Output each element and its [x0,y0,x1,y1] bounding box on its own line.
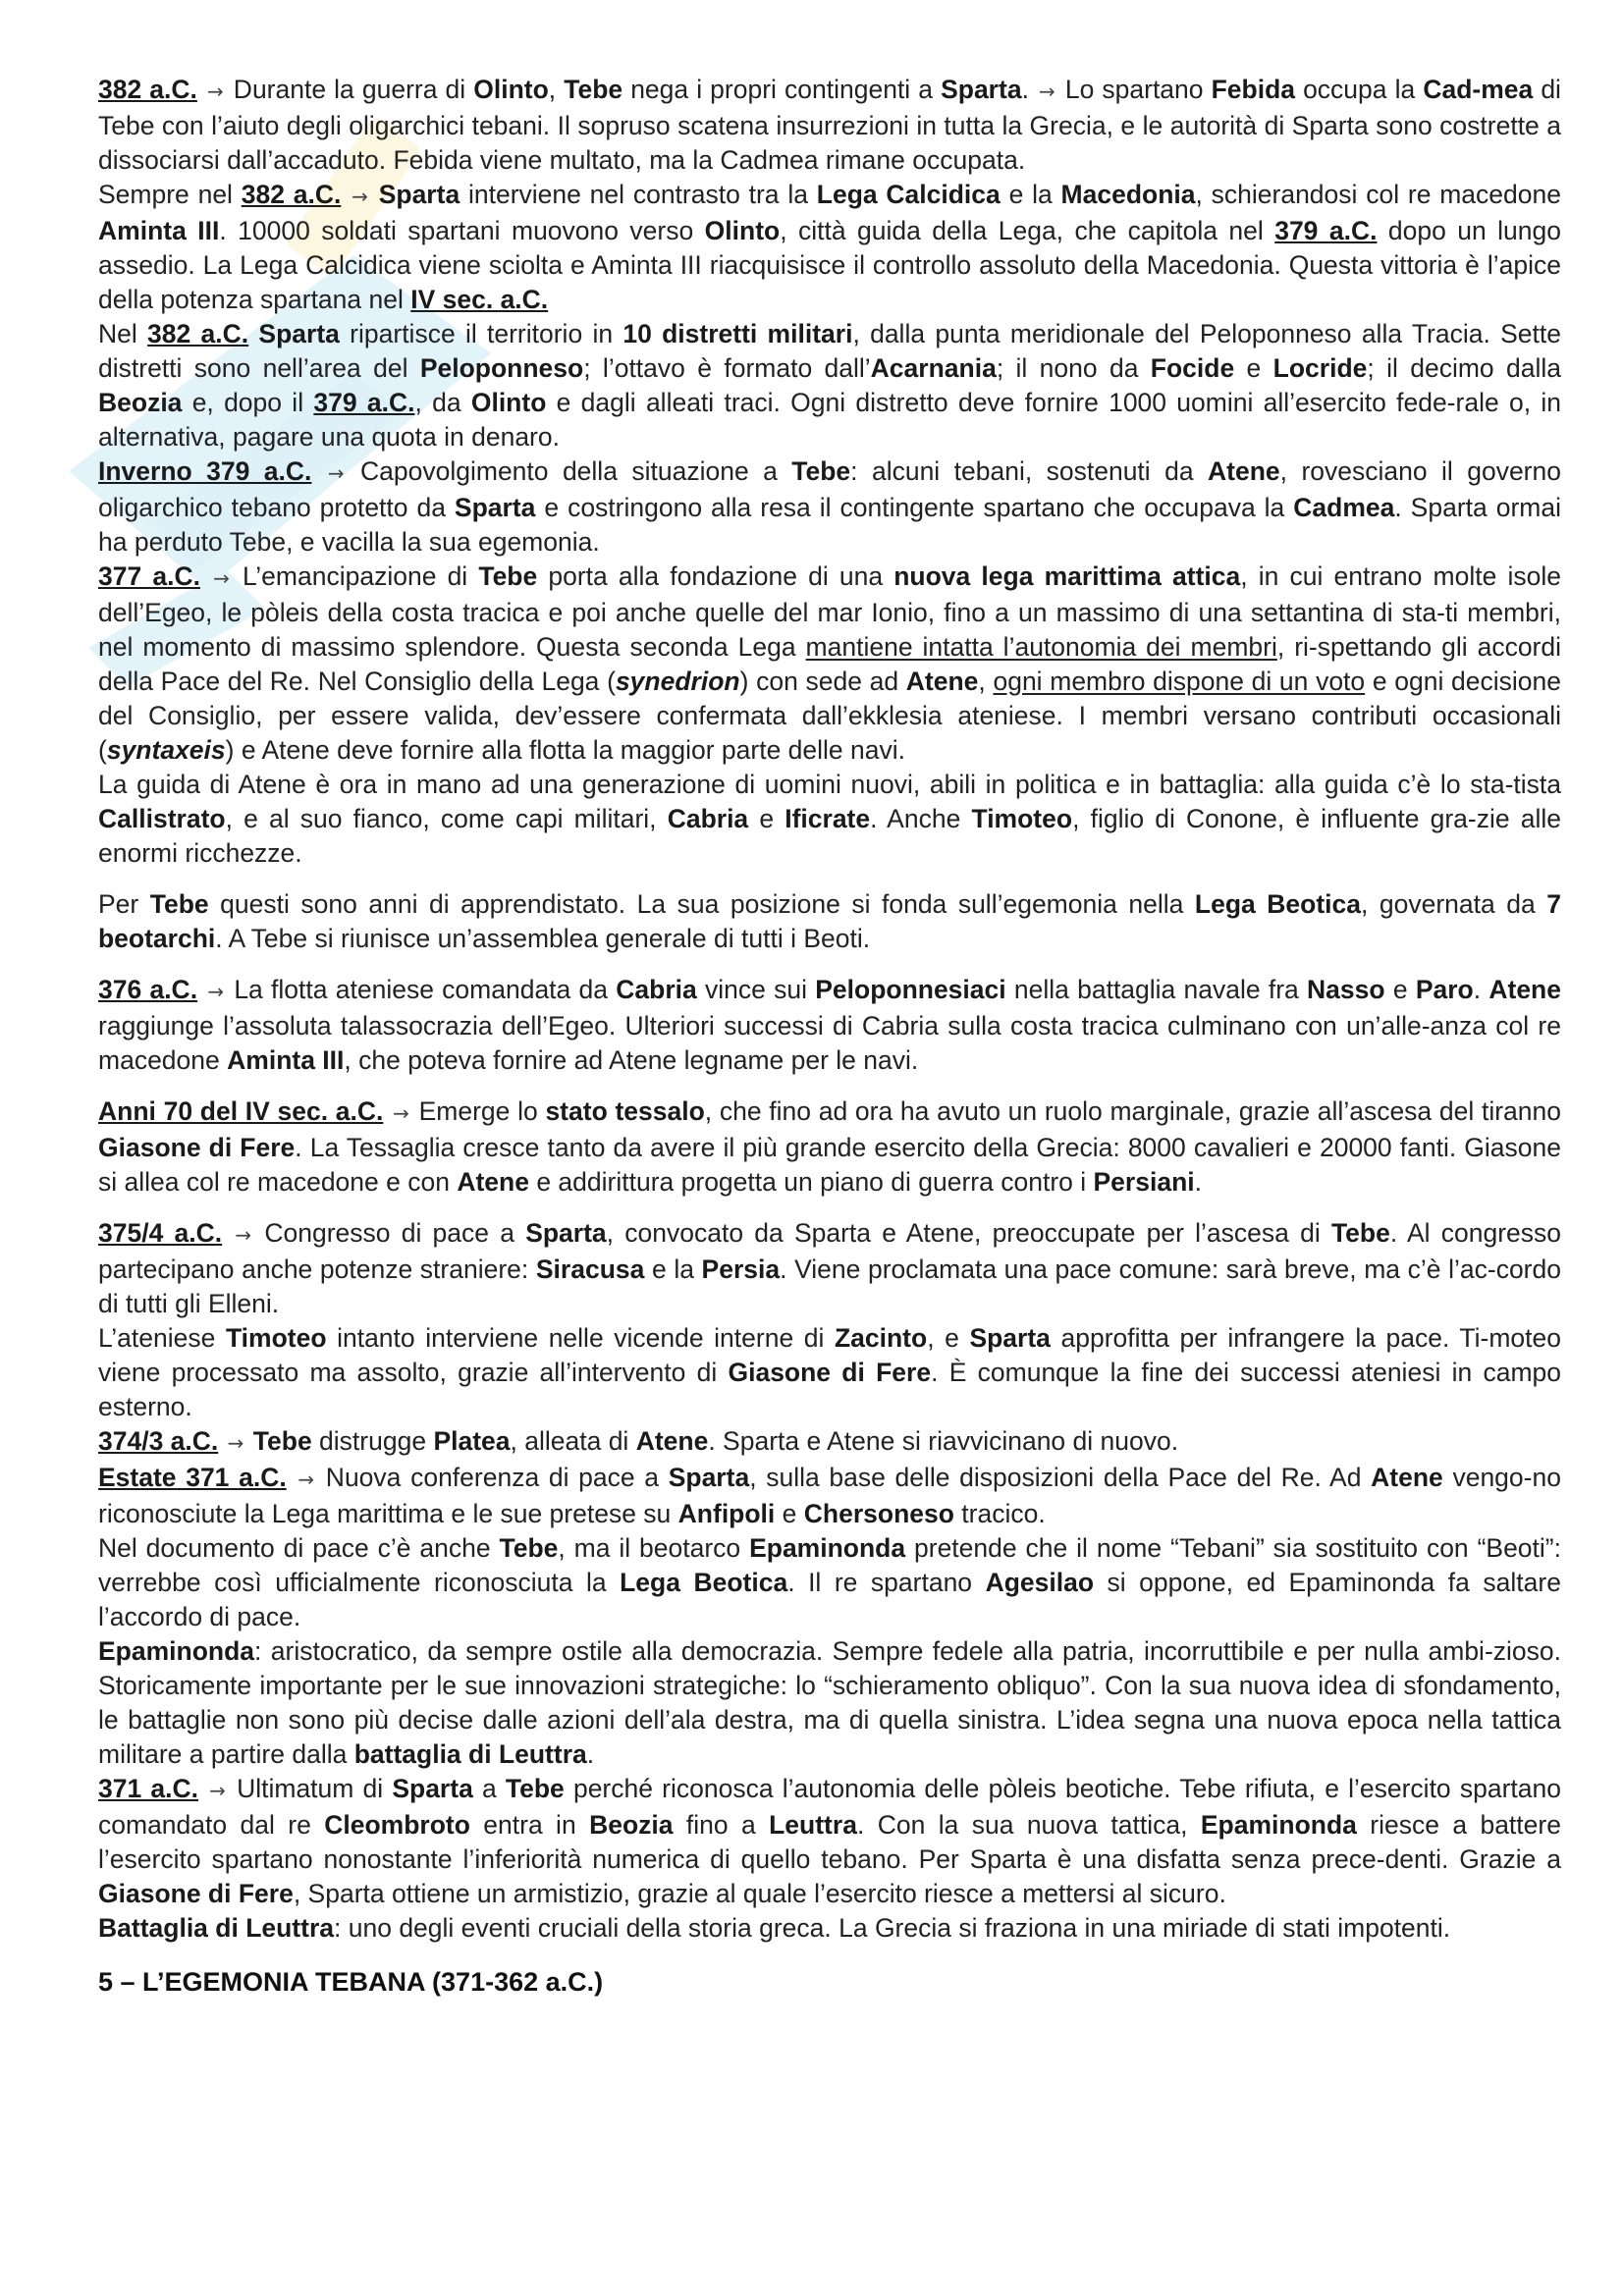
emphasis: Chersoneso [803,1499,954,1528]
emphasis: Ificrate [784,804,871,833]
text-run: : alcuni tebani, sostenuti da [850,456,1209,486]
text-run: , città guida della Lega, che capitola nel [780,216,1275,245]
text-run: . La Tessaglia cresce tanto da avere il più grande esercito della Grecia: 8000 cavalieri e 20000 fanti. Giasone si allea col re macedone e con [98,1133,1561,1197]
emphasis: stato tessalo [545,1096,705,1126]
right-arrow-icon: → [235,1223,252,1247]
date-term: IV sec. a.C. [410,285,549,314]
text-run: , [978,667,994,696]
emphasis: Atene [1208,456,1280,486]
section-heading: 5 – L’EGEMONIA TEBANA (371-362 a.C.) [98,1967,604,1997]
text-run: , ma il beotarco [558,1533,750,1563]
emphasis: Lega Calcidica [816,180,1001,209]
text-run: e costringono alla resa il contingente spartano che occupava la [535,493,1294,522]
emphasis: Giasone di Fere [98,1133,296,1162]
text-run: . [1473,975,1489,1004]
text-run [197,75,205,104]
text-run: e ogni decisione del Consiglio, per essere valida, dev’essere confermata dall’ekklesia ateniese. I membri versano contributi occasionali ( [98,667,1561,765]
emphasis: Olinto [470,388,547,417]
text-run: , e [927,1323,970,1353]
text-run: tracico. [953,1499,1046,1528]
emphasis: Siracusa [535,1255,645,1284]
text-run: e [1384,975,1416,1004]
emphasis: Giasone di Fere [98,1879,294,1908]
emphasis: Lega Beotica [620,1568,788,1597]
emphasis: Cabria [667,804,749,833]
text-run: questi sono anni di apprendistato. La sua posizione si fonda sull’egemonia nella [208,889,1195,919]
text-run: , convocato da Sparta e Atene, preoccupate per l’ascesa di [606,1218,1331,1248]
text-run: ) e Atene deve fornire alla flotta la maggior parte delle navi. [225,735,905,765]
emphasis: syntaxeis [106,735,226,765]
emphasis: Timoteo [225,1323,327,1353]
text-run: ) con sede ad [739,667,906,696]
text-run: fino a [673,1810,770,1840]
text-run: e dagli alleati traci. Ogni distretto deve fornire 1000 uomini all’esercito fede-rale o, in alternativa, pagare una quota in denaro. [98,388,1561,452]
text-run: , [548,75,565,104]
emphasis: Tebe [791,456,851,486]
emphasis: Callistrato [98,804,226,833]
paragraph [98,178,1561,317]
text-run: vengo-no riconosciute la Lega marittima e le sue pretese su [98,1463,1561,1528]
emphasis: Tebe [564,75,623,104]
text-run: porta alla fondazione di una [537,561,894,591]
text-run: perché riconosca l’autonomia delle pòleis beotiche. Tebe rifiuta, e l’esercito spartano comandato dal re [98,1774,1561,1840]
emphasis: 7 beotarchi [98,889,1561,953]
text-run: Congresso di pace a [253,1218,526,1248]
text-run: , figlio di Conone, è influente gra-zie alle enormi ricchezze. [98,804,1561,868]
emphasis: Focide [1150,353,1235,383]
emphasis: Zacinto [834,1323,928,1353]
paragraph [98,1634,1561,1772]
text-run: , dalla punta meridionale del Peloponneso alla Tracia. Sette distretti sono nell’area del [98,319,1562,383]
text-run: Nel documento di pace c’è anche [98,1533,500,1563]
text-run: La guida di Atene è ora in mano ad una generazione di uomini nuovi, abili in politica e in battaglia: alla guida c’è lo sta-tista [98,770,1561,799]
text-run: Per [98,889,150,919]
date-term: 379 a.C. [313,388,415,417]
emphasis: Cad-mea [1423,75,1534,104]
text-run: nega i propri contingenti a [622,75,942,104]
text-run: intanto interviene nelle vicende interne di [326,1323,835,1353]
text-run [245,1426,252,1456]
emphasis: Tebe [499,1533,559,1563]
text-run: , rovesciano il governo oligarchico tebano protetto da [98,456,1561,522]
right-arrow-icon: → [1039,80,1055,103]
emphasis: Sparta [969,1323,1051,1353]
text-run: . Sparta e Atene si riavvicinano di nuovo. [708,1426,1179,1456]
text-run: Lo spartano [1056,75,1212,104]
emphasis: Sparta [454,493,536,522]
text-run: e addirittura progetta un piano di guerra contro i [528,1167,1094,1197]
text-run: Nel [98,319,148,348]
text-run: ; il decimo dalla [1367,353,1561,383]
emphasis: Atene [1488,975,1561,1004]
text-run: nella battaglia navale fra [1005,975,1308,1004]
text-run: Nuova conferenza di pace a [316,1463,669,1492]
paragraph [98,1321,1561,1424]
right-arrow-icon: → [209,1779,226,1802]
date-term: Inverno 379 a.C. [98,456,312,486]
text-run: a [472,1774,506,1803]
text-run: e [775,1499,804,1528]
emphasis: Atene [457,1167,529,1197]
text-run: , che poteva fornire ad Atene legname per le navi. [344,1045,919,1075]
date-term: 382 a.C. [147,319,249,348]
text-run: approfitta per infrangere la pace. Ti-moteo viene processato ma assolto, grazie all’intervento di [98,1323,1561,1387]
emphasis: Tebe [252,1426,312,1456]
text-run: . 10000 soldati spartani muovono verso [219,216,705,245]
emphasis: Peloponnesiaci [815,975,1006,1004]
text-run: , governata da [1360,889,1547,919]
paragraph [98,1772,1561,1911]
text-run: , che fino ad ora ha avuto un ruolo marginale, grazie all’ascesa del tiranno [704,1096,1561,1126]
emphasis: battaglia di Leuttra [353,1739,587,1769]
emphasis: Beozia [589,1810,674,1840]
text-run: . [1194,1167,1202,1197]
emphasis: Aminta III [227,1045,345,1075]
document-body [98,73,1561,1946]
text-run: . Anche [870,804,972,833]
emphasis: Tebe [505,1774,565,1803]
text-run: e, dopo il [182,388,314,417]
text-run: Sempre nel [98,180,242,209]
text-run: . È comunque la fine dei successi ateniesi in campo esterno. [98,1358,1561,1421]
emphasis: Epaminonda [98,1636,255,1666]
text-run: L’ateniese [98,1323,226,1353]
right-arrow-icon: → [213,566,230,590]
right-arrow-icon: → [206,80,224,103]
emphasis: Beozia [98,388,183,417]
emphasis: 10 distretti militari [622,319,853,348]
emphasis: Tebe [478,561,538,591]
text-run: . Il re spartano [787,1568,986,1597]
emphasis: Agesilao [985,1568,1095,1597]
right-arrow-icon: → [393,1101,409,1125]
emphasis: Battaglia di Leuttra [98,1913,335,1943]
emphasis: Tebe [149,889,209,919]
emphasis: Sparta [258,319,340,348]
emphasis: Anfipoli [677,1499,776,1528]
text-run: . Sparta ormai ha perduto Tebe, e vacilla la sua egemonia. [98,493,1561,557]
text-run: interviene nel contrasto tra la [460,180,817,209]
paragraph [98,560,1561,768]
emphasis: Olinto [473,75,549,104]
text-run [248,319,258,348]
right-arrow-icon: → [327,461,345,485]
paragraph [98,1424,1561,1461]
paragraph [98,1216,1561,1321]
emphasis: Sparta [392,1774,473,1803]
text-run: raggiunge l’assoluta talassocrazia dell’Egeo. Ulteriori successi di Cabria sulla costa tracica culminano con un’alle-anza col re macedone [98,1011,1561,1075]
paragraph [98,454,1561,560]
text-run: , schierandosi col re macedone [1195,180,1561,209]
emphasis: Sparta [378,180,460,209]
emphasis: Persiani [1093,1167,1195,1197]
text-run: e [1234,353,1273,383]
text-run: ; il nono da [996,353,1151,383]
emphasis: Leuttra [769,1810,857,1840]
paragraph [98,317,1561,454]
text-run [218,1426,225,1456]
text-run: dopo un lungo assedio. La Lega Calcidica viene sciolta e Aminta III riacquisisce il controllo assoluto della Macedonia. Questa vittoria è l’apice della potenza spartana nel [98,216,1562,314]
text-run [287,1463,297,1492]
text-run [311,456,325,486]
text-run: pretende che il nome “Tebani” sia sostituito con “Beoti”: verrebbe così ufficialmente riconosciuta la [98,1533,1561,1597]
emphasis: nuova lega marittima attica [893,561,1241,591]
date-term: 377 a.C. [98,561,200,591]
emphasis: ogni membro dispone di un voto [993,667,1366,696]
paragraph [98,1461,1561,1531]
text-run: occupa la [1295,75,1424,104]
paragraph [98,1911,1561,1946]
date-term: 374/3 a.C. [98,1426,219,1456]
emphasis: Epaminonda [1200,1810,1357,1840]
emphasis: Cadmea [1293,493,1395,522]
text-run: . Viene proclamata una pace comune: sarà breve, ma c’è l’ac-cordo di tutti gli Elleni. [98,1255,1561,1318]
emphasis: Lega Beotica [1194,889,1361,919]
emphasis: Peloponneso [419,353,584,383]
text-run: . A Tebe si riunisce un’assemblea generale di tutti i Beoti. [215,924,871,953]
right-arrow-icon: → [207,980,225,1003]
emphasis: Sparta [668,1463,750,1492]
paragraph [98,768,1561,871]
text-run: : uno degli eventi cruciali della storia greca. La Grecia si fraziona in una miriade di stati impotenti. [334,1913,1451,1943]
date-term: Estate 371 a.C. [98,1463,287,1492]
date-term: 382 a.C. [241,180,342,209]
text-run: . Con la sua nuova tattica, [856,1810,1201,1840]
text-run: ; l’ottavo è formato dall’ [583,353,871,383]
text-run: , Sparta ottiene un armistizio, grazie al quale l’esercito riesce a mettersi al sicuro. [293,1879,1226,1908]
date-term: 379 a.C. [1274,216,1378,245]
text-run: . [1021,75,1037,104]
emphasis: Platea [433,1426,511,1456]
emphasis: Nasso [1307,975,1385,1004]
text-run: , alleata di [510,1426,636,1456]
text-run: entra in [469,1810,590,1840]
emphasis: Epaminonda [749,1533,906,1563]
emphasis: Olinto [704,216,781,245]
text-run [383,1096,391,1126]
text-run: . [586,1739,595,1769]
emphasis: Macedonia [1060,180,1196,209]
right-arrow-icon: → [352,185,368,208]
emphasis: Atene [905,667,979,696]
text-run [370,180,379,209]
text-run: , da [414,388,471,417]
emphasis: Acarnania [870,353,997,383]
date-term: Anni 70 del IV sec. a.C. [98,1096,384,1126]
text-run [200,561,211,591]
text-run: ripartisce il territorio in [339,319,623,348]
emphasis: Sparta [525,1218,607,1248]
paragraph [98,1095,1561,1200]
right-arrow-icon: → [227,1431,244,1455]
emphasis: Febida [1211,75,1295,104]
text-run: L’emancipazione di [231,561,479,591]
emphasis: Atene [635,1426,709,1456]
emphasis: mantiene intatta l’autonomia dei membri [805,632,1277,662]
text-run: La flotta ateniese comandata da [226,975,617,1004]
emphasis: Timoteo [971,804,1073,833]
text-run [341,180,350,209]
emphasis: Persia [701,1255,781,1284]
paragraph [98,73,1561,178]
emphasis: synedrion [615,667,740,696]
text-run: e la [1000,180,1061,209]
text-run: vince sui [696,975,816,1004]
text-run: , ri-spettando gli accordi della Pace del Re. Nel Consiglio della Lega ( [98,632,1562,696]
emphasis: Cabria [616,975,697,1004]
date-term: 382 a.C. [98,75,197,104]
text-run: e [748,804,785,833]
text-run: e la [644,1255,702,1284]
emphasis: Atene [1371,1463,1443,1492]
text-run: , sulla base delle disposizioni della Pace del Re. Ad [749,1463,1372,1492]
text-run: . Al congresso partecipano anche potenze straniere: [98,1218,1562,1284]
text-run: riesce a battere l’esercito spartano nonostante l’inferiorità numerica di quello tebano. Per Sparta è una disfatta senza prece-denti. Grazie a [98,1810,1561,1874]
emphasis: Cleombroto [324,1810,470,1840]
text-run: Durante la guerra di [225,75,474,104]
text-run: , e al suo fianco, come capi militari, [225,804,668,833]
text-run [222,1218,233,1248]
paragraph [98,887,1561,956]
text-run: si oppone, ed Epaminonda fa saltare l’accordo di pace. [98,1568,1561,1631]
paragraph [98,973,1561,1078]
text-run: Emerge lo [410,1096,546,1126]
emphasis: Locride [1272,353,1368,383]
right-arrow-icon: → [298,1468,315,1491]
text-run: di Tebe con l’aiuto degli oligarchici tebani. Il sopruso scatena insurrezioni in tutta la Grecia, e le autorità di Sparta sono costrette a dissociarsi dall’accaduto. Febida viene multato, ma la Cadmea rimane occupata. [98,75,1561,175]
text-run: Capovolgimento della situazione a [346,456,792,486]
text-run: Ultimatum di [227,1774,393,1803]
emphasis: Aminta III [98,216,220,245]
date-term: 375/4 a.C. [98,1218,223,1248]
text-run: , in cui entrano molte isole dell’Egeo, le pòleis della costa tracica e poi anche quelle del mar Ionio, fino a un massimo di una settantina di sta-ti membri, nel momento di massimo splendore. Questa seconda Lega [98,561,1561,662]
text-run: distrugge [311,1426,434,1456]
emphasis: Tebe [1330,1218,1390,1248]
date-term: 371 a.C. [98,1774,198,1803]
emphasis: Giasone di Fere [728,1358,932,1387]
paragraph [98,1531,1561,1634]
text-run: : aristocratico, da sempre ostile alla democrazia. Sempre fedele alla patria, incorruttibile e per nulla ambi-zioso. Storicamente importante per le sue innovazioni strategiche: lo “schieramento obliquo”. Con la sua nuova idea di sfondamento, le battaglie non sono più decise dalle azioni dell’ala destra, ma di quella sinistra. L’idea segna una nuova epoca nella tattica militare a partire dalla [98,1636,1561,1769]
text-run [198,1774,207,1803]
date-term: 376 a.C. [98,975,198,1004]
emphasis: Paro [1415,975,1474,1004]
document-page [98,73,1561,2000]
emphasis: Sparta [941,75,1022,104]
